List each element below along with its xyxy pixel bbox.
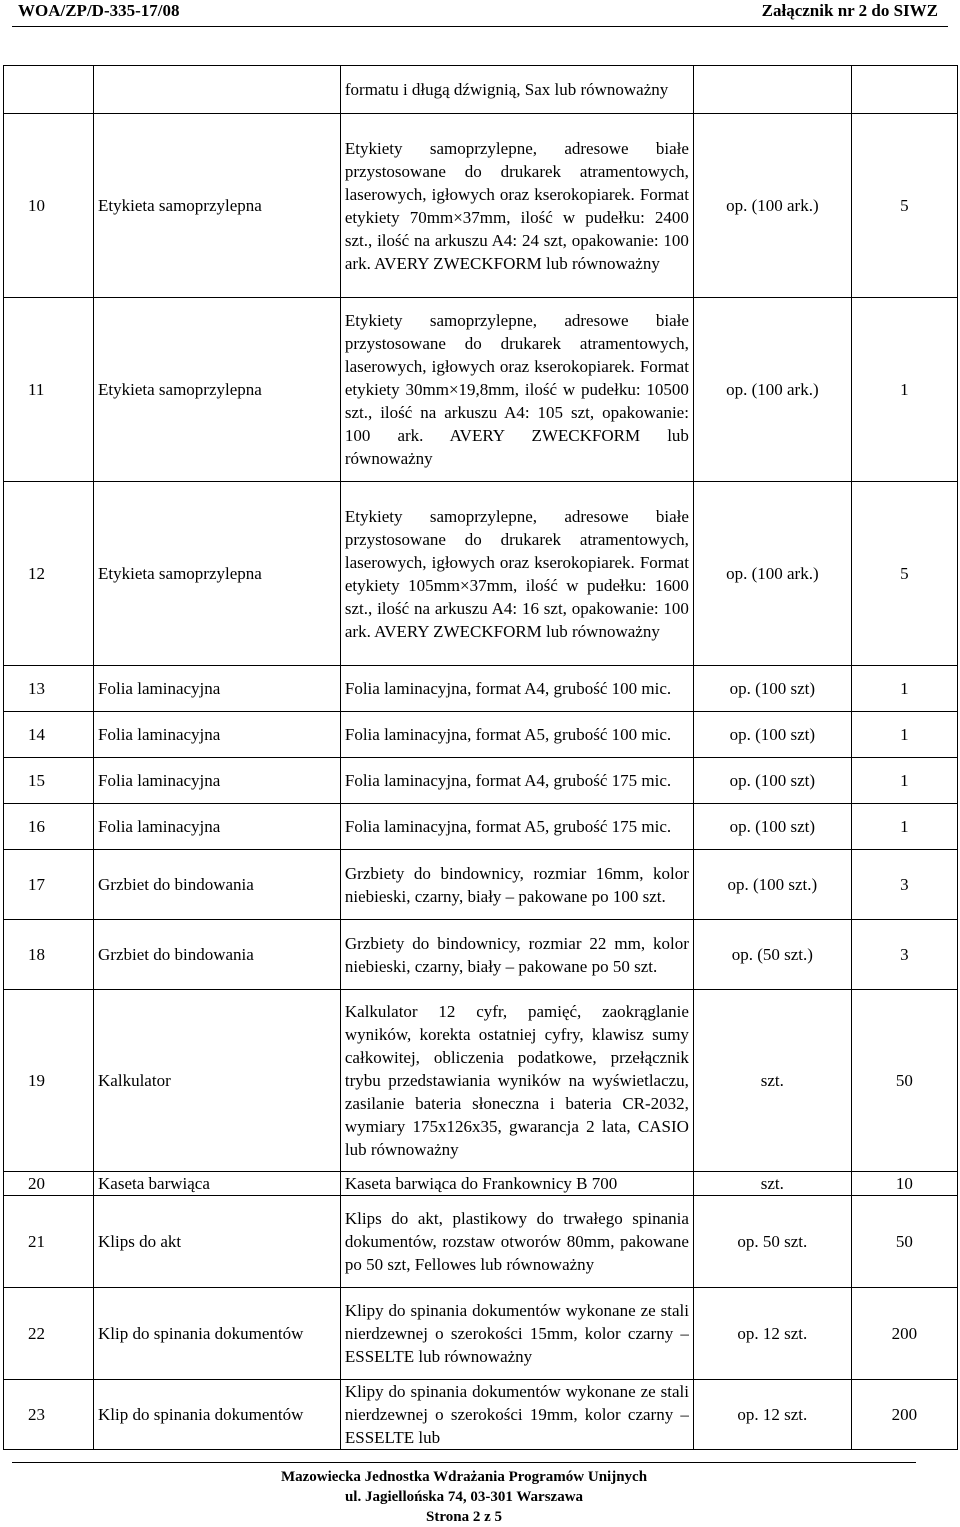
table-row bbox=[4, 66, 958, 114]
cell-desc: Folia laminacyjna, format A5, grubość 100 mic. bbox=[340, 712, 693, 758]
table-row bbox=[4, 990, 958, 1172]
cell-name: Klip do spinania dokumentów bbox=[94, 1288, 341, 1380]
footer-organization: Mazowiecka Jednostka Wdrażania Programów Unijnych bbox=[280, 1469, 648, 1485]
cell-nr: 12 bbox=[4, 482, 94, 666]
cell-unit: op. (100 szt) bbox=[693, 804, 851, 850]
cell-desc: Folia laminacyjna, format A4, grubość 100 mic. bbox=[340, 666, 693, 712]
cell-name: Folia laminacyjna bbox=[94, 804, 341, 850]
cell-desc: Folia laminacyjna, format A5, grubość 175 mic. bbox=[340, 804, 693, 850]
table-row bbox=[4, 1196, 958, 1288]
cell-desc: Etykiety samoprzylepne, adresowe białe przystosowane do drukarek atramentowych, laserowych, igłowych oraz kserokopiarek. Format etykiety 105mm×37mm, ilość w pudełku: 1600 szt., ilość na arkuszu A4: 16 szt, opakowanie: 100 ark. AVERY ZWECKFORM lub równoważny bbox=[340, 482, 693, 666]
table-row bbox=[4, 712, 958, 758]
cell-name: Folia laminacyjna bbox=[94, 666, 341, 712]
cell-qty: 5 bbox=[851, 114, 957, 298]
cell-qty: 3 bbox=[851, 850, 957, 920]
cell-unit: op. (100 ark.) bbox=[693, 298, 851, 482]
cell-name: Folia laminacyjna bbox=[94, 758, 341, 804]
cell-unit: op. (100 ark.) bbox=[693, 114, 851, 298]
cell-nr: 14 bbox=[4, 712, 94, 758]
cell-desc: Folia laminacyjna, format A4, grubość 175 mic. bbox=[340, 758, 693, 804]
cell-name: Klips do akt bbox=[94, 1196, 341, 1288]
cell-unit: op. 12 szt. bbox=[693, 1288, 851, 1380]
cell-qty: 1 bbox=[851, 298, 957, 482]
cell-name: Folia laminacyjna bbox=[94, 712, 341, 758]
cell-name: Klip do spinania dokumentów bbox=[94, 1380, 341, 1450]
cell-qty: 50 bbox=[851, 990, 957, 1172]
cell-name bbox=[94, 66, 341, 114]
page-footer bbox=[12, 1462, 916, 1527]
cell-name: Etykieta samoprzylepna bbox=[94, 298, 341, 482]
cell-nr: 13 bbox=[4, 666, 94, 712]
cell-desc: formatu i długą dźwignią, Sax lub równoważny bbox=[340, 66, 693, 114]
table-row bbox=[4, 1172, 958, 1196]
cell-nr: 23 bbox=[4, 1380, 94, 1450]
attachment-label: Załącznik nr 2 do SIWZ bbox=[761, 1, 938, 20]
document-reference: WOA/ZP/D-335-17/08 bbox=[18, 1, 180, 20]
cell-desc: Etykiety samoprzylepne, adresowe białe przystosowane do drukarek atramentowych, laserowych, igłowych oraz kserokopiarek. Format etykiety 30mm×19,8mm, ilość w pudełku: 10500 szt., ilość na arkuszu A4: 105 szt, opakowanie: 100 ark. AVERY ZWECKFORM lub równoważny bbox=[340, 298, 693, 482]
table-row bbox=[4, 482, 958, 666]
cell-desc: Kalkulator 12 cyfr, pamięć, zaokrąglanie wyników, korekta ostatniej cyfry, klawisz sumy całkowitej, obliczenia podatkowe, przełącznik trybu przedstawiania wyników na wyświetlaczu, zasilanie bateria słoneczna i bateria CR-2032, wymiary 175x126x35, gwarancja 2 lata, CASIO lub równoważny bbox=[340, 990, 693, 1172]
cell-desc: Grzbiety do bindownicy, rozmiar 22 mm, kolor niebieski, czarny, biały – pakowane po 50 szt. bbox=[340, 920, 693, 990]
cell-nr: 16 bbox=[4, 804, 94, 850]
cell-nr: 10 bbox=[4, 114, 94, 298]
table-row bbox=[4, 298, 958, 482]
table-row bbox=[4, 804, 958, 850]
cell-desc: Klipy do spinania dokumentów wykonane ze stali nierdzewnej o szerokości 15mm, kolor czarny – ESSELTE lub równoważny bbox=[340, 1288, 693, 1380]
cell-nr: 22 bbox=[4, 1288, 94, 1380]
items-table bbox=[3, 65, 958, 1450]
table-row bbox=[4, 1380, 958, 1450]
cell-qty: 10 bbox=[851, 1172, 957, 1196]
cell-unit: op. (100 szt) bbox=[693, 666, 851, 712]
cell-unit: szt. bbox=[693, 990, 851, 1172]
cell-unit: op. 50 szt. bbox=[693, 1196, 851, 1288]
cell-name: Grzbiet do bindowania bbox=[94, 850, 341, 920]
cell-name: Grzbiet do bindowania bbox=[94, 920, 341, 990]
cell-qty: 50 bbox=[851, 1196, 957, 1288]
cell-unit: op. (100 ark.) bbox=[693, 482, 851, 666]
cell-nr: 19 bbox=[4, 990, 94, 1172]
cell-name: Etykieta samoprzylepna bbox=[94, 482, 341, 666]
cell-qty: 200 bbox=[851, 1380, 957, 1450]
cell-nr: 20 bbox=[4, 1172, 94, 1196]
cell-desc: Klips do akt, plastikowy do trwałego spinania dokumentów, rozstaw otworów 80mm, pakowane po 50 szt, Fellowes lub równoważny bbox=[340, 1196, 693, 1288]
table-row bbox=[4, 920, 958, 990]
cell-nr: 21 bbox=[4, 1196, 94, 1288]
cell-unit: op. (100 szt) bbox=[693, 712, 851, 758]
cell-desc: Etykiety samoprzylepne, adresowe białe przystosowane do drukarek atramentowych, laserowych, igłowych oraz kserokopiarek. Format etykiety 70mm×37mm, ilość w pudełku: 2400 szt., ilość na arkuszu A4: 24 szt, opakowanie: 100 ark. AVERY ZWECKFORM lub równoważny bbox=[340, 114, 693, 298]
table-row bbox=[4, 758, 958, 804]
cell-nr: 15 bbox=[4, 758, 94, 804]
cell-desc: Klipy do spinania dokumentów wykonane ze stali nierdzewnej o szerokości 19mm, kolor czarny – ESSELTE lub bbox=[340, 1380, 693, 1450]
cell-nr: 11 bbox=[4, 298, 94, 482]
cell-qty bbox=[851, 66, 957, 114]
cell-nr: 17 bbox=[4, 850, 94, 920]
cell-unit bbox=[693, 66, 851, 114]
cell-qty: 1 bbox=[851, 804, 957, 850]
cell-unit: szt. bbox=[693, 1172, 851, 1196]
cell-qty: 200 bbox=[851, 1288, 957, 1380]
cell-qty: 1 bbox=[851, 758, 957, 804]
cell-name: Kaseta barwiąca bbox=[94, 1172, 341, 1196]
cell-desc: Grzbiety do bindownicy, rozmiar 16mm, kolor niebieski, czarny, biały – pakowane po 100 szt. bbox=[340, 850, 693, 920]
cell-nr bbox=[4, 66, 94, 114]
cell-desc: Kaseta barwiąca do Frankownicy B 700 bbox=[340, 1172, 693, 1196]
footer-page-number: Strona 2 z 5 bbox=[426, 1509, 502, 1525]
page-header bbox=[12, 0, 948, 27]
cell-name: Etykieta samoprzylepna bbox=[94, 114, 341, 298]
table-row bbox=[4, 850, 958, 920]
cell-qty: 5 bbox=[851, 482, 957, 666]
cell-qty: 3 bbox=[851, 920, 957, 990]
cell-unit: op. (100 szt.) bbox=[693, 850, 851, 920]
cell-unit: op. (100 szt) bbox=[693, 758, 851, 804]
table-row bbox=[4, 114, 958, 298]
table-row bbox=[4, 666, 958, 712]
cell-nr: 18 bbox=[4, 920, 94, 990]
cell-name: Kalkulator bbox=[94, 990, 341, 1172]
cell-unit: op. (50 szt.) bbox=[693, 920, 851, 990]
cell-unit: op. 12 szt. bbox=[693, 1380, 851, 1450]
cell-qty: 1 bbox=[851, 666, 957, 712]
footer-address: ul. Jagiellońska 74, 03-301 Warszawa bbox=[344, 1489, 584, 1505]
table-row bbox=[4, 1288, 958, 1380]
cell-qty: 1 bbox=[851, 712, 957, 758]
